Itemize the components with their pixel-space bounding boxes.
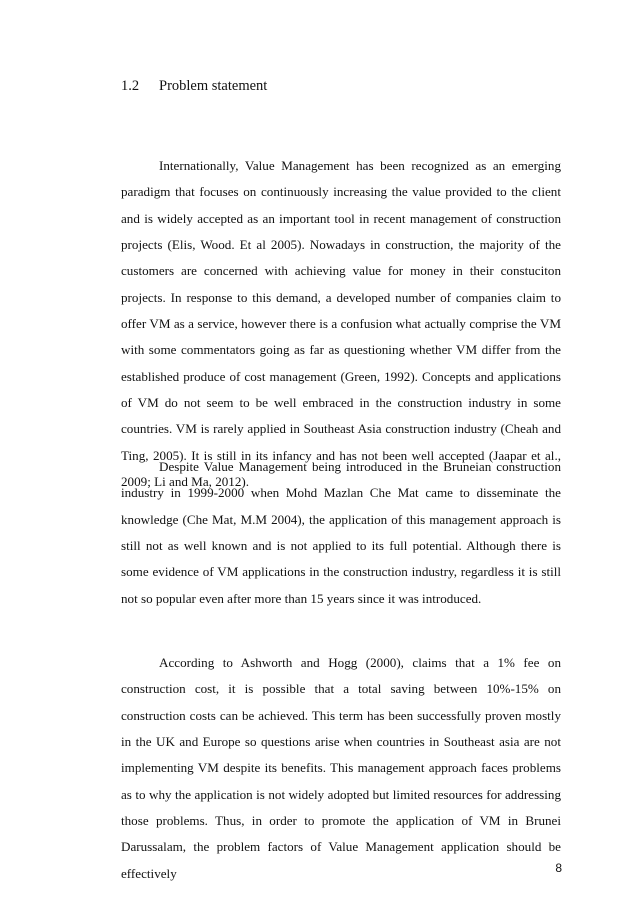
paragraph-1: Internationally, Value Management has been recognized as an emerging paradigm that focuses on continuously increasing the value provided to the client and is widely accepted as an important tool in recent management of construction projects (Elis, Wood. Et al 2005). Nowadays in construction, the majority of the customers are concerned with achieving value for money in their constuciton projects. In response to this demand, a developed number of companies claim to offer VM as a service, however there is a confusion what actually comprise the VM with some commentators going as far as questioning whether VM differ from the established produce of cost management (Green, 1992). Concepts and applications of VM do not seem to be well embraced in the construction industry in some countries. VM is rarely applied in Southeast Asia construction industry (Cheah and Ting, 2005). It is still in its infancy and has not been well accepted (Jaapar et al., 2009; Li and Ma, 2012). (121, 158, 561, 490)
paragraph-2: Despite Value Management being introduced in the Bruneian construction industry in 1999-2000 when Mohd Mazlan Che Mat came to disseminate the knowledge (Che Mat, M.M 2004), the application of this management approach is still not as well known and is not applied to its full potential. Although there is some evidence of VM applications in the construction industry, regardless it is still not so popular even after more than 15 years since it was introduced. (121, 459, 561, 606)
section-title: Problem statement (159, 78, 268, 94)
paragraph-3: According to Ashworth and Hogg (2000), claims that a 1% fee on construction cost, it is possible that a total saving between 10%-15% on construction costs can be achieved. This term has been successfully proven mostly in the UK and Europe so questions arise when countries in Southeast asia are not implementing VM despite its benefits. This management approach faces problems as to why the application is not widely adopted but limited resources for addressing those problems. Thus, in order to promote the application of VM in Brunei Darussalam, the problem factors of Value Management application should be effectively (121, 655, 561, 881)
section-number: 1.2 (121, 78, 140, 94)
page-number: 8 (555, 861, 562, 875)
section-heading (121, 77, 267, 95)
